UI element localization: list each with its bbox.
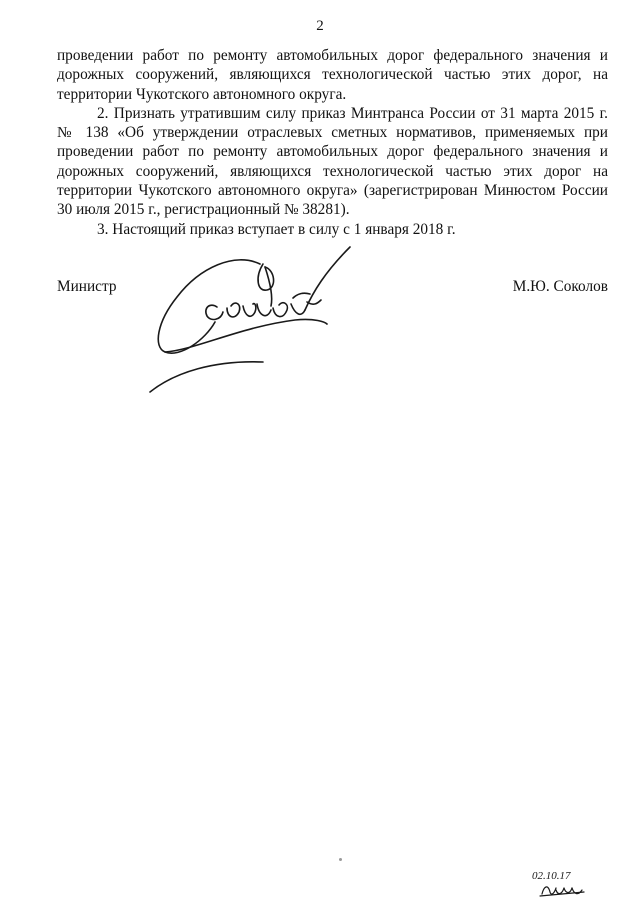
dot-mark xyxy=(339,858,342,861)
page-number: 2 xyxy=(316,18,324,34)
registration-stamp xyxy=(528,866,598,900)
signatory-name: М.Ю. Соколов xyxy=(512,278,608,295)
stamp-date: 02.10.17 xyxy=(532,870,571,882)
paragraph-continuation: проведении работ по ремонту автомобильных дорог федерального значения и дорожных сооружений, являющихся технологической частью этих дорог, на территории Чукотского автономного округа. xyxy=(57,47,608,103)
paragraph-item-3: 3. Настоящий приказ вступает в силу с 1 января 2018 г. xyxy=(97,220,456,238)
paragraph-item-2: 2. Признать утратившим силу приказ Минтранса России от 31 марта 2015 г. № 138 «Об утверждении отраслевых сметных нормативов, применяемых при проведении работ по ремонту автомобильных дорог федерального значения и дорожных сооружений, являющихся технологической частью этих дорог на территории Чукотского автономного округа» (зарегистрирован Минюстом России 30 июля 2015 г., регистрационный № 38281). xyxy=(57,104,608,219)
handwritten-signature xyxy=(145,242,365,397)
document-body xyxy=(57,46,608,239)
position-label: Министр xyxy=(57,278,117,295)
